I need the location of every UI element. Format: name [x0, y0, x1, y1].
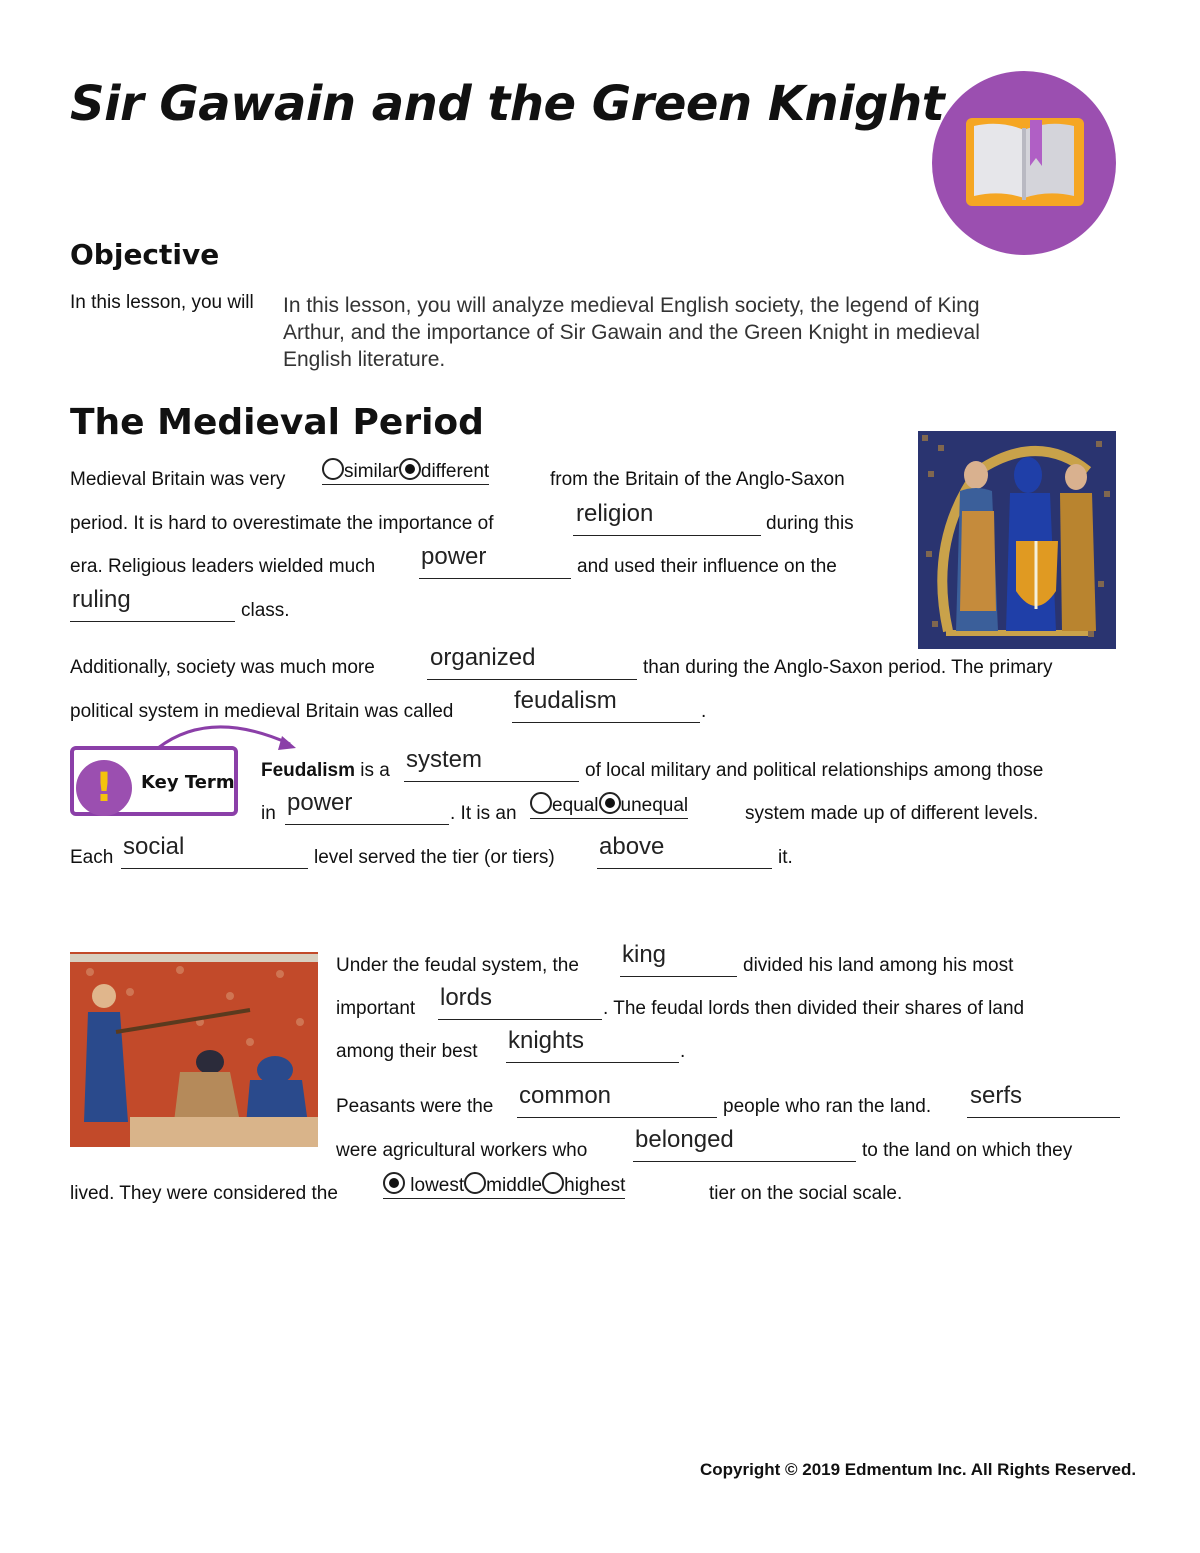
tier-choice-group: [383, 1172, 625, 1199]
equality-choice-group: [530, 792, 688, 819]
answer-ruling[interactable]: ruling: [72, 586, 131, 613]
answer-power-2[interactable]: power: [287, 789, 353, 816]
similarity-choice-group: [322, 458, 489, 485]
p1-text-2: from the Britain of the Anglo-Saxon: [550, 469, 845, 490]
p3-text-4: . The feudal lords then divided their shares of land: [603, 998, 1025, 1019]
key-term-word: Feudalism: [261, 760, 355, 781]
p3-text-6: .: [680, 1041, 686, 1062]
objective-prefix: In this lesson, you will: [70, 292, 254, 313]
option-lowest[interactable]: lowest: [410, 1175, 465, 1196]
p3-text-8: people who ran the land.: [723, 1096, 932, 1117]
kt-text-7: level served the tier (or tiers): [314, 847, 555, 868]
p3-text-3: important: [336, 998, 416, 1019]
option-middle[interactable]: middle: [486, 1175, 543, 1196]
answer-common[interactable]: common: [519, 1082, 612, 1109]
p3-text-10: to the land on which they: [862, 1140, 1073, 1161]
kt-text-5: system made up of different levels.: [745, 803, 1039, 824]
answer-knights[interactable]: knights: [508, 1027, 585, 1054]
p3-text-7: Peasants were the: [336, 1096, 494, 1117]
p3-text-9: were agricultural workers who: [336, 1140, 588, 1161]
key-term-label: Key Term: [141, 772, 235, 793]
p1-text-1: Medieval Britain was very: [70, 469, 286, 490]
blank-underline: [506, 1062, 679, 1063]
blank-underline: [620, 976, 737, 977]
exclamation-icon: !: [94, 765, 114, 811]
option-similar[interactable]: similar: [344, 461, 399, 482]
p3-text-12: tier on the social scale.: [709, 1183, 903, 1204]
kt-text-6: Each: [70, 847, 114, 868]
answer-serfs[interactable]: serfs: [970, 1082, 1023, 1109]
blank-underline: [121, 868, 308, 869]
knights-illustration: [918, 431, 1116, 649]
kt-text-8: it.: [778, 847, 793, 868]
blank-underline: [427, 679, 637, 680]
answer-feudalism[interactable]: feudalism: [514, 687, 617, 714]
p1-text-5: era. Religious leaders wielded much: [70, 556, 376, 577]
p2-text-1: Additionally, society was much more: [70, 657, 375, 678]
p2-text-2: than during the Anglo-Saxon period. The primary: [643, 657, 1053, 678]
kt-text-1b: is a: [354, 760, 390, 781]
radio-different[interactable]: [399, 458, 421, 480]
blank-underline: [419, 578, 571, 579]
p1-text-7: class.: [241, 600, 290, 621]
answer-social[interactable]: social: [123, 833, 185, 860]
blank-underline: [70, 621, 235, 622]
blank-underline: [438, 1019, 602, 1020]
blank-underline: [517, 1117, 717, 1118]
p2-text-3: political system in medieval Britain was called: [70, 701, 454, 722]
blank-underline: [633, 1161, 856, 1162]
answer-above[interactable]: above: [599, 833, 665, 860]
kt-text-1: [261, 760, 390, 782]
blank-underline: [285, 824, 449, 825]
option-highest[interactable]: highest: [564, 1175, 626, 1196]
p1-text-4: during this: [766, 513, 854, 534]
copyright: Copyright © 2019 Edmentum Inc. All Rights Reserved.: [700, 1460, 1137, 1479]
option-different[interactable]: different: [420, 461, 490, 482]
p3-text-5: among their best: [336, 1041, 478, 1062]
p3-text-1: Under the feudal system, the: [336, 955, 579, 976]
objective-heading: Objective: [70, 238, 220, 271]
book-icon: [930, 70, 1118, 256]
objective-answer[interactable]: In this lesson, you will analyze medieval English society, the legend of King Arthur, and the importance of Sir Gawain and the Green Knight in medieval English literature.: [283, 294, 980, 371]
answer-religion[interactable]: religion: [576, 500, 654, 527]
radio-unequal[interactable]: [599, 792, 621, 814]
radio-lowest[interactable]: [383, 1172, 405, 1194]
answer-system[interactable]: system: [406, 746, 483, 773]
kt-text-2: of local military and political relationships among those: [585, 760, 1044, 781]
radio-equal[interactable]: [530, 792, 552, 814]
answer-lords[interactable]: lords: [440, 984, 493, 1011]
blank-underline: [512, 722, 700, 723]
radio-middle[interactable]: [464, 1172, 486, 1194]
answer-organized[interactable]: organized: [430, 644, 536, 671]
kt-text-4: . It is an: [450, 803, 517, 824]
radio-highest[interactable]: [542, 1172, 564, 1194]
option-unequal[interactable]: unequal: [620, 795, 689, 816]
blank-underline: [404, 781, 579, 782]
answer-belonged[interactable]: belonged: [635, 1126, 734, 1153]
answer-king[interactable]: king: [622, 941, 667, 968]
radio-similar[interactable]: [322, 458, 344, 480]
p2-text-4: .: [701, 701, 707, 722]
blank-underline: [967, 1117, 1120, 1118]
page-title: Sir Gawain and the Green Knight: [70, 76, 945, 132]
p3-text-2: divided his land among his most: [743, 955, 1014, 976]
blank-underline: [597, 868, 772, 869]
blank-underline: [573, 535, 761, 536]
section-heading: The Medieval Period: [70, 402, 484, 443]
peasants-illustration: [70, 952, 318, 1147]
p1-text-6: and used their influence on the: [577, 556, 837, 577]
p3-text-11: lived. They were considered the: [70, 1183, 338, 1204]
kt-text-3: in: [261, 803, 276, 824]
p1-text-3: period. It is hard to overestimate the importance of: [70, 513, 494, 534]
answer-power-1[interactable]: power: [421, 543, 487, 570]
option-equal[interactable]: equal: [552, 795, 599, 816]
